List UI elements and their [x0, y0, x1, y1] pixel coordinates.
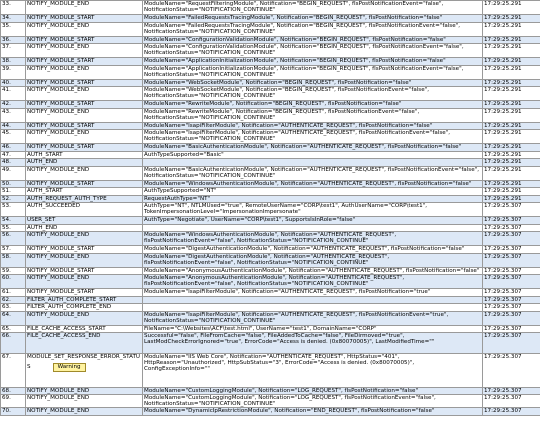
event-name: NOTIFY_MODULE_END [26, 311, 143, 325]
event-details: ModuleName="DigestAuthenticationModule", Notification="AUTHENTICATE_REQUEST", fIsPostNotification="false" [143, 246, 483, 254]
event-time: 17:29:25.307 [483, 275, 540, 289]
event-name: NOTIFY_MODULE_START [26, 246, 143, 254]
event-details: ModuleName="FailedRequestsTracingModule", Notification="BEGIN_REQUEST", fIsPostNotificationEvent="false", NotificationStatus="NOTIFICATION_CONTINUE" [143, 22, 483, 36]
table-row [1, 1, 540, 15]
event-name: NOTIFY_MODULE_END [26, 130, 143, 144]
table-row [1, 333, 540, 354]
table-row [1, 325, 540, 333]
table-row [1, 180, 540, 188]
event-name: AUTH_END [26, 159, 143, 167]
row-number: 48. [1, 159, 26, 167]
event-details: ModuleName="IsapiFilterModule", Notification="AUTHENTICATE_REQUEST", fIsPostNotification="false" [143, 122, 483, 130]
event-name: FILTER_AUTH_COMPLETE_START [26, 296, 143, 304]
event-details: FileName="C:\Websites\ACF\test.html", UserName="test1", DomainName="CORP" [143, 325, 483, 333]
row-number: 66. [1, 333, 26, 354]
row-number: 50. [1, 180, 26, 188]
table-row [1, 408, 540, 416]
table-row [1, 246, 540, 254]
table-row [1, 166, 540, 180]
event-name: NOTIFY_MODULE_START [26, 101, 143, 109]
event-details: AuthType="NT", NTLMUsed="true", RemoteUserName="CORP\test1", AuthUserName="CORP\test1", TokenImpersonationLevel="ImpersonationImpersonate" [143, 203, 483, 217]
warning-badge: Warning [53, 363, 86, 372]
table-row [1, 311, 540, 325]
event-name: NOTIFY_MODULE_END [26, 22, 143, 36]
event-name: NOTIFY_MODULE_START [26, 58, 143, 66]
row-number: 43. [1, 108, 26, 122]
row-number: 51. [1, 188, 26, 196]
event-name: NOTIFY_MODULE_START [26, 289, 143, 297]
row-number: 69. [1, 395, 26, 408]
event-name: NOTIFY_MODULE_START [26, 15, 143, 23]
row-number: 70. [1, 408, 26, 416]
event-details: Successful="false", FileFromCache="false", FileAddedToCache="false", FileDirmoved="true", LastModCheckErrorIgnored="true", ErrorCode="Access is denied. (0x80070005)", LastModifiedTime="" [143, 333, 483, 354]
table-row [1, 232, 540, 246]
event-time: 17:29:25.291 [483, 151, 540, 159]
table-row [1, 87, 540, 101]
event-name: USER_SET [26, 217, 143, 225]
table-row [1, 253, 540, 267]
event-details: ModuleName="ApplicationInitializationModule", Notification="BEGIN_REQUEST", fIsPostNotification="false" [143, 58, 483, 66]
event-details: AuthTypeSupported="NT" [143, 188, 483, 196]
event-name: NOTIFY_MODULE_END [26, 108, 143, 122]
event-name: AUTH_SUCCEEDED [26, 203, 143, 217]
event-name: NOTIFY_MODULE_END [26, 395, 143, 408]
event-details: ModuleName="RewriteModule", Notification="BEGIN_REQUEST", fIsPostNotificationEvent="false", NotificationStatus="NOTIFICATION_CONTINUE" [143, 108, 483, 122]
event-name: NOTIFY_MODULE_END [26, 87, 143, 101]
event-details: ModuleName="BasicAuthenticationModule", Notification="AUTHENTICATE_REQUEST", fIsPostNotification="false" [143, 144, 483, 152]
row-number: 68. [1, 387, 26, 395]
event-name: NOTIFY_MODULE_END [26, 166, 143, 180]
table-row [1, 36, 540, 44]
row-number: 44. [1, 122, 26, 130]
table-row [1, 395, 540, 408]
table-row [1, 65, 540, 79]
event-time: 17:29:25.291 [483, 1, 540, 15]
event-details: ModuleName="IsapiFilterModule", Notification="AUTHENTICATE_REQUEST", fIsPostNotificationEvent="false", NotificationStatus="NOTIFICATION_CONTINUE" [143, 130, 483, 144]
row-number: 62. [1, 296, 26, 304]
row-number: 35. [1, 22, 26, 36]
event-time: 17:29:25.307 [483, 387, 540, 395]
event-time: 17:29:25.307 [483, 246, 540, 254]
event-time: 17:29:25.307 [483, 217, 540, 225]
event-time: 17:29:25.291 [483, 15, 540, 23]
row-number: 57. [1, 246, 26, 254]
row-number: 56. [1, 232, 26, 246]
event-name: NOTIFY_MODULE_START [26, 144, 143, 152]
row-number: 63. [1, 304, 26, 312]
event-time: 17:29:25.291 [483, 122, 540, 130]
event-time: 17:29:25.291 [483, 159, 540, 167]
event-name: NOTIFY_MODULE_START [26, 180, 143, 188]
event-time: 17:29:25.291 [483, 180, 540, 188]
event-time: 17:29:25.307 [483, 289, 540, 297]
event-time: 17:29:25.291 [483, 22, 540, 36]
table-row [1, 22, 540, 36]
event-details: ModuleName="RewriteModule", Notification="BEGIN_REQUEST", fIsPostNotification="false" [143, 101, 483, 109]
event-name: NOTIFY_MODULE_START [26, 267, 143, 275]
event-details: ModuleName="CustomLoggingModule", Notification="LOG_REQUEST", fIsPostNotification="false" [143, 387, 483, 395]
event-time: 17:29:25.307 [483, 353, 540, 387]
table-row [1, 289, 540, 297]
table-row [1, 108, 540, 122]
event-name: FILTER_AUTH_COMPLETE_END [26, 304, 143, 312]
table-row [1, 387, 540, 395]
row-number: 36. [1, 36, 26, 44]
row-number: 59. [1, 267, 26, 275]
row-number: 47. [1, 151, 26, 159]
row-number: 38. [1, 58, 26, 66]
row-number: 58. [1, 253, 26, 267]
event-time: 17:29:25.307 [483, 395, 540, 408]
event-time: 17:29:25.307 [483, 224, 540, 232]
event-name: NOTIFY_MODULE_END [26, 44, 143, 58]
event-details: ModuleName="WindowsAuthenticationModule", Notification="AUTHENTICATE_REQUEST", fIsPostNotification="false" [143, 180, 483, 188]
event-name: NOTIFY_MODULE_END [26, 408, 143, 416]
event-time: 17:29:25.307 [483, 304, 540, 312]
event-details: AuthType="Negotiate", UserName="CORP\test1", SupportsIsInRole="false" [143, 217, 483, 225]
table-row [1, 58, 540, 66]
event-time: 17:29:25.307 [483, 232, 540, 246]
event-name: NOTIFY_MODULE_END [26, 1, 143, 15]
event-details [143, 224, 483, 232]
event-details: ModuleName="ApplicationInitializationModule", Notification="BEGIN_REQUEST", fIsPostNotificationEvent="false", NotificationStatus="NOTIFICATION_CONTINUE" [143, 65, 483, 79]
event-time: 17:29:25.307 [483, 311, 540, 325]
table-row [1, 224, 540, 232]
table-row [1, 44, 540, 58]
trace-log-body [1, 1, 540, 416]
event-time: 17:29:25.291 [483, 188, 540, 196]
table-row [1, 195, 540, 203]
event-details: ModuleName="WebSocketModule", Notification="BEGIN_REQUEST", fIsPostNotification="false" [143, 79, 483, 87]
event-time: 17:29:25.291 [483, 58, 540, 66]
event-name: NOTIFY_MODULE_END [26, 275, 143, 289]
event-name: NOTIFY_MODULE_START [26, 122, 143, 130]
table-row [1, 151, 540, 159]
event-name: AUTH_START [26, 151, 143, 159]
table-row [1, 304, 540, 312]
event-details: ModuleName="AnonymousAuthenticationModule", Notification="AUTHENTICATE_REQUEST", fIsPostNotification="false" [143, 267, 483, 275]
event-name: AUTH_REQUEST_AUTH_TYPE [26, 195, 143, 203]
event-time: 17:29:25.291 [483, 36, 540, 44]
event-details: ModuleName="AnonymousAuthenticationModule", Notification="AUTHENTICATE_REQUEST", fIsPostNotificationEvent="false", NotificationStatus="NOTIFICATION_CONTINUE" [143, 275, 483, 289]
event-time: 17:29:25.291 [483, 130, 540, 144]
event-name: MODULE_SET_RESPONSE_ERROR_STATUS Warning [26, 353, 143, 387]
event-time: 17:29:25.291 [483, 166, 540, 180]
row-number: 46. [1, 144, 26, 152]
event-time: 17:29:25.291 [483, 65, 540, 79]
event-details [143, 296, 483, 304]
table-row [1, 217, 540, 225]
table-row [1, 275, 540, 289]
event-time: 17:29:25.291 [483, 44, 540, 58]
row-number: 39. [1, 65, 26, 79]
event-details: ModuleName="IsapiFilterModule", Notification="AUTHENTICATE_REQUEST", fIsPostNotificationEvent="true", NotificationStatus="NOTIFICATION_CONTINUE" [143, 311, 483, 325]
table-row [1, 15, 540, 23]
row-number: 49. [1, 166, 26, 180]
table-row [1, 188, 540, 196]
event-details: ModuleName="WindowsAuthenticationModule", Notification="AUTHENTICATE_REQUEST", fIsPostNotificationEvent="false", NotificationStatus="NOTIFICATION_CONTINUE" [143, 232, 483, 246]
event-details: AuthTypeSupported="Basic" [143, 151, 483, 159]
row-number: 52. [1, 195, 26, 203]
event-name: AUTH_END [26, 224, 143, 232]
event-time: 17:29:25.291 [483, 87, 540, 101]
table-row [1, 267, 540, 275]
event-name: NOTIFY_MODULE_START [26, 36, 143, 44]
event-time: 17:29:25.307 [483, 253, 540, 267]
row-number: 45. [1, 130, 26, 144]
event-time: 17:29:25.291 [483, 101, 540, 109]
row-number: 41. [1, 87, 26, 101]
row-number: 34. [1, 15, 26, 23]
event-details: ModuleName="DynamicIpRestrictionModule", Notification="END_REQUEST", fIsPostNotification="false" [143, 408, 483, 416]
table-row [1, 203, 540, 217]
event-details [143, 304, 483, 312]
table-row [1, 130, 540, 144]
table-row [1, 144, 540, 152]
row-number: 37. [1, 44, 26, 58]
event-details: ModuleName="WebSocketModule", Notification="BEGIN_REQUEST", fIsPostNotificationEvent="false", NotificationStatus="NOTIFICATION_CONTINUE" [143, 87, 483, 101]
row-number: 67. [1, 353, 26, 387]
event-name: FILE_CACHE_ACCESS_START [26, 325, 143, 333]
row-number: 64. [1, 311, 26, 325]
event-name: AUTH_START [26, 188, 143, 196]
table-row [1, 296, 540, 304]
event-time: 17:29:25.291 [483, 195, 540, 203]
row-number: 40. [1, 79, 26, 87]
event-name: FILE_CACHE_ACCESS_END [26, 333, 143, 354]
event-name: NOTIFY_MODULE_START [26, 79, 143, 87]
event-details [143, 159, 483, 167]
event-details: ModuleName="ConfigurationValidationModule", Notification="BEGIN_REQUEST", fIsPostNotification="false" [143, 36, 483, 44]
event-details: ModuleName="IIS Web Core", Notification="AUTHENTICATE_REQUEST", HttpStatus="401", HttpReason="Unauthorized", HttpSubStatus="3", ErrorCode="Access is denied. (0x80070005)", ConfigExceptionInfo="" [143, 353, 483, 387]
table-row [1, 353, 540, 387]
event-name: NOTIFY_MODULE_END [26, 232, 143, 246]
event-details: ModuleName="FailedRequestsTracingModule", Notification="BEGIN_REQUEST", fIsPostNotification="false" [143, 15, 483, 23]
event-time: 17:29:25.307 [483, 203, 540, 217]
row-number: 65. [1, 325, 26, 333]
row-number: 33. [1, 1, 26, 15]
event-details: ModuleName="IsapiFilterModule", Notification="AUTHENTICATE_REQUEST", fIsPostNotification="true" [143, 289, 483, 297]
row-number: 61. [1, 289, 26, 297]
event-details: RequestAuthType="NT" [143, 195, 483, 203]
event-time: 17:29:25.307 [483, 296, 540, 304]
event-time: 17:29:25.307 [483, 325, 540, 333]
event-details: ModuleName="RequestFilteringModule", Notification="BEGIN_REQUEST", fIsPostNotificationEvent="false", NotificationStatus="NOTIFICATION_CONTINUE" [143, 1, 483, 15]
event-time: 17:29:25.291 [483, 79, 540, 87]
row-number: 53. [1, 203, 26, 217]
event-details: ModuleName="BasicAuthenticationModule", Notification="AUTHENTICATE_REQUEST", fIsPostNotificationEvent="false", NotificationStatus="NOTIFICATION_CONTINUE" [143, 166, 483, 180]
event-details: ModuleName="ConfigurationValidationModule", Notification="BEGIN_REQUEST", fIsPostNotificationEvent="false", NotificationStatus="NOTIFICATION_CONTINUE" [143, 44, 483, 58]
table-row [1, 122, 540, 130]
event-name: NOTIFY_MODULE_END [26, 253, 143, 267]
event-time: 17:29:25.291 [483, 144, 540, 152]
table-row [1, 159, 540, 167]
event-time: 17:29:25.307 [483, 408, 540, 416]
event-details: ModuleName="DigestAuthenticationModule", Notification="AUTHENTICATE_REQUEST", fIsPostNotificationEvent="false", NotificationStatus="NOTIFICATION_CONTINUE" [143, 253, 483, 267]
table-row [1, 79, 540, 87]
event-time: 17:29:25.291 [483, 108, 540, 122]
row-number: 55. [1, 224, 26, 232]
event-name: NOTIFY_MODULE_END [26, 387, 143, 395]
row-number: 54. [1, 217, 26, 225]
table-row [1, 101, 540, 109]
row-number: 60. [1, 275, 26, 289]
event-name: NOTIFY_MODULE_END [26, 65, 143, 79]
event-details: ModuleName="CustomLoggingModule", Notification="LOG_REQUEST", fIsPostNotificationEvent="false", NotificationStatus="NOTIFICATION_CONTINUE" [143, 395, 483, 408]
row-number: 42. [1, 101, 26, 109]
event-time: 17:29:25.307 [483, 267, 540, 275]
event-time: 17:29:25.307 [483, 333, 540, 354]
